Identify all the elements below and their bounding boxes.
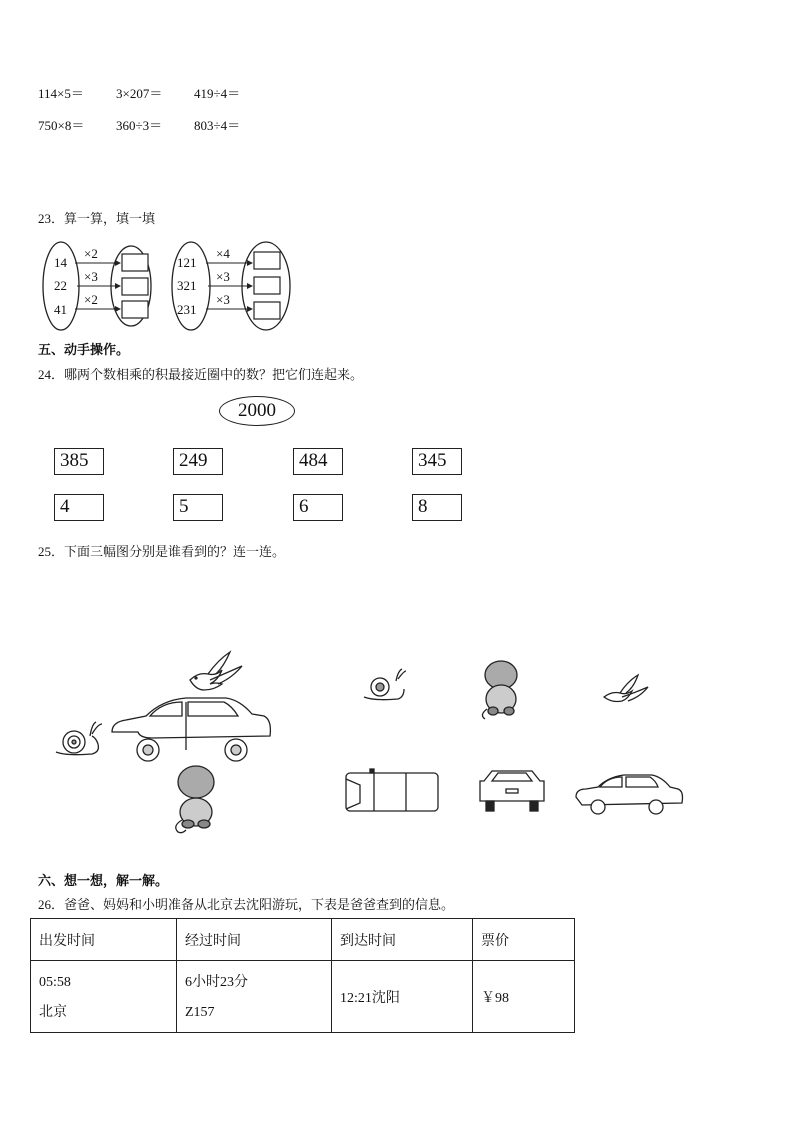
calc-expr-4: 750×8＝: [38, 118, 85, 133]
bird-icon: [604, 675, 648, 702]
left-op: ×3: [84, 269, 98, 284]
factor-box-bottom[interactable]: 5: [173, 494, 223, 521]
train-number: Z157: [185, 1004, 215, 1020]
left-number: 22: [54, 278, 67, 293]
table-header: 票价: [473, 919, 575, 961]
answer-box: [254, 252, 280, 269]
table-header: 经过时间: [177, 919, 332, 961]
left-number: 14: [54, 255, 67, 270]
answer-box: [122, 278, 148, 295]
right-op: ×3: [216, 292, 230, 307]
left-number: 41: [54, 302, 67, 317]
table-header: 出发时间: [31, 919, 177, 961]
calc-expr-3: 419÷4＝: [194, 86, 241, 101]
right-number: 321: [177, 278, 197, 293]
factor-box-bottom[interactable]: 8: [412, 494, 462, 521]
snail-icon: [364, 669, 406, 700]
train-info-table: [30, 918, 575, 1033]
right-number: 121: [177, 255, 197, 270]
q26-title: 26．爸爸、妈妈和小明准备从北京去沈阳游玩，下表是爸爸查到的信息。: [38, 897, 455, 912]
answer-box: [122, 301, 148, 318]
factor-box-top[interactable]: 484: [293, 448, 343, 475]
table-cell-arrival: 12:21沈阳: [332, 961, 473, 1033]
table-cell-price: ￥98: [473, 961, 575, 1033]
q25-scene-illustration: [50, 640, 280, 835]
q25-views-illustration: [340, 655, 685, 830]
answer-box: [122, 254, 148, 271]
table-cell-duration: [177, 961, 332, 1033]
q23-title: 23．算一算，填一填: [38, 211, 156, 226]
calc-expr-1: 114×5＝: [38, 86, 84, 101]
monkey-icon: [482, 661, 517, 719]
factor-box-top[interactable]: 345: [412, 448, 462, 475]
depart-time: 05:58: [39, 974, 71, 990]
duration: 6小时23分: [185, 974, 248, 990]
car-side-icon: [112, 698, 270, 761]
right-number: 231: [177, 302, 197, 317]
q24-title: 24．哪两个数相乘的积最接近圈中的数？把它们连起来。: [38, 367, 364, 382]
monkey-icon: [176, 766, 214, 833]
answer-box: [254, 277, 280, 294]
section-6-heading: 六、想一想，解一解。: [38, 873, 169, 888]
right-op: ×3: [216, 269, 230, 284]
q23-diagram: [40, 240, 302, 332]
depart-place: 北京: [39, 1004, 67, 1020]
section-5-heading: 五、动手操作。: [38, 342, 130, 357]
calc-expr-2: 3×207＝: [116, 86, 163, 101]
factor-box-top[interactable]: 385: [54, 448, 104, 475]
table-header: 到达时间: [332, 919, 473, 961]
answer-box: [254, 302, 280, 319]
bird-icon: [190, 652, 242, 690]
factor-box-top[interactable]: 249: [173, 448, 223, 475]
car-front-view-icon: [480, 771, 544, 811]
car-top-view-icon: [346, 769, 438, 811]
left-op: ×2: [84, 246, 98, 261]
factor-box-bottom[interactable]: 6: [293, 494, 343, 521]
factor-box-bottom[interactable]: 4: [54, 494, 104, 521]
right-op: ×4: [216, 246, 230, 261]
calc-expr-6: 803÷4＝: [194, 118, 241, 133]
left-op: ×2: [84, 292, 98, 307]
q23-mapping-diagram: [40, 240, 302, 332]
q25-title: 25．下面三幅图分别是谁看到的？连一连。: [38, 544, 286, 559]
table-cell-depart: [31, 961, 177, 1033]
car-side-icon: [576, 775, 683, 814]
snail-icon: [56, 722, 102, 755]
calc-expr-5: 360÷3＝: [116, 118, 163, 133]
target-number-oval: 2000: [219, 396, 295, 426]
